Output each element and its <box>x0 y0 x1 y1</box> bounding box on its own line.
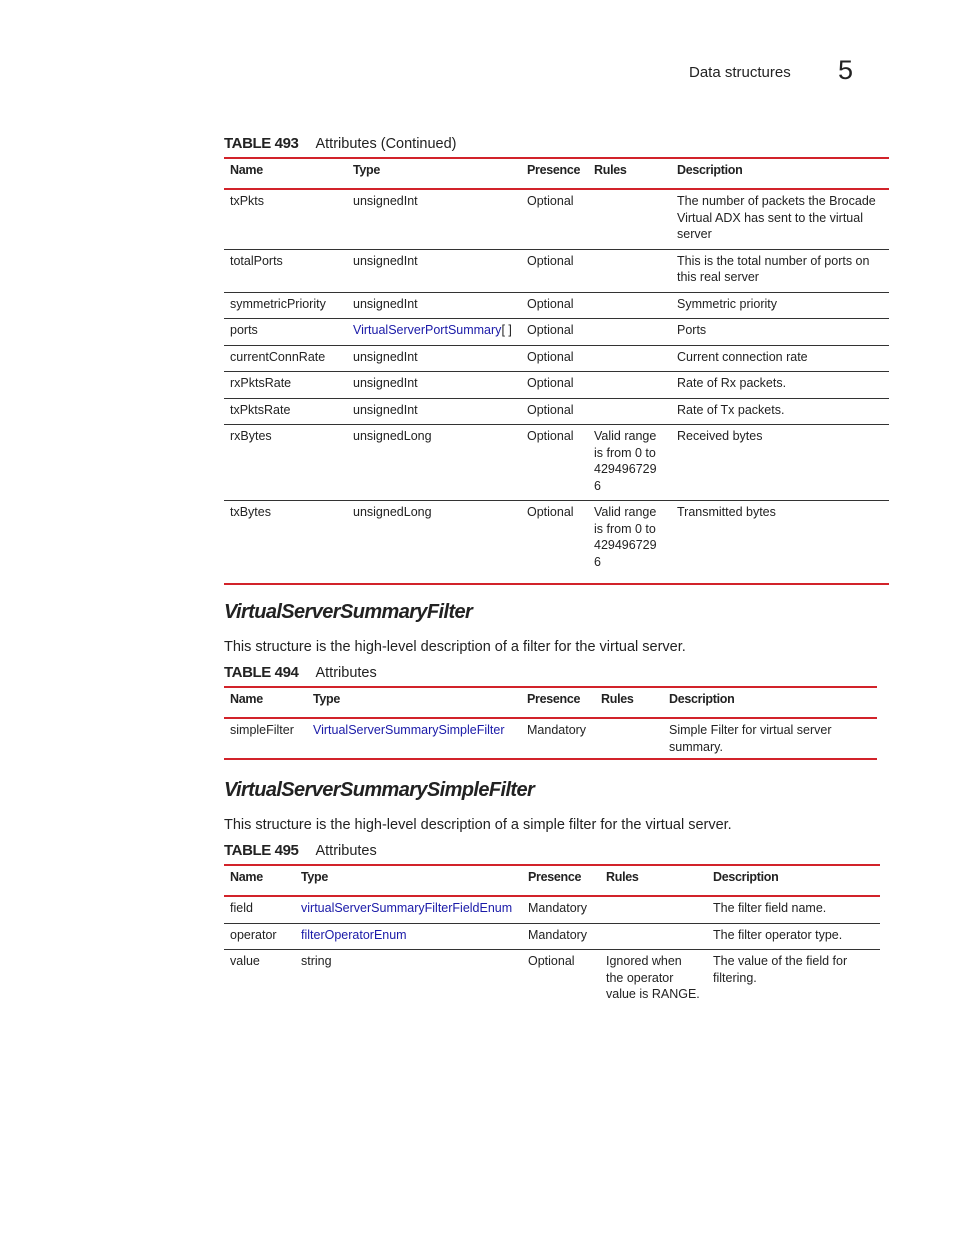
table-row <box>224 501 889 577</box>
cell-rules: Valid range is from 0 to 429496729 6 <box>588 425 671 501</box>
cell-presence: Mandatory <box>522 923 600 950</box>
cell-name: currentConnRate <box>224 345 347 372</box>
cell-presence: Optional <box>521 372 588 399</box>
type-link[interactable]: filterOperatorEnum <box>301 927 407 942</box>
cell-type <box>347 425 521 501</box>
cell-rules <box>600 923 707 950</box>
type-text: unsignedLong <box>353 505 432 519</box>
table-row <box>224 718 877 761</box>
table-494 <box>224 686 877 761</box>
cell-description: The filter operator type. <box>707 923 880 950</box>
cell-rules: Valid range is from 0 to 429496729 6 <box>594 505 657 569</box>
column-header-type: Type <box>347 158 521 189</box>
column-header-presence: Presence <box>522 865 600 896</box>
type-text: unsignedInt <box>353 253 418 268</box>
table-row <box>224 425 889 501</box>
cell-rules: Ignored when the operator value is RANGE. <box>606 954 700 1001</box>
running-header-section: Data structures <box>689 64 791 81</box>
table-495-caption <box>224 842 377 859</box>
section-intro-virtualserversummaryfilter: This structure is the high-level description of a filter for the virtual server. <box>224 639 686 655</box>
cell-name: txPkts <box>224 189 347 249</box>
table-row <box>224 923 880 950</box>
cell-rules <box>595 718 663 761</box>
cell-name: rxBytes <box>224 425 347 501</box>
cell-rules <box>588 345 671 372</box>
table-row <box>224 950 880 1009</box>
table-row <box>224 896 880 923</box>
cell-type <box>347 292 521 319</box>
cell-description: Transmitted bytes <box>677 505 776 519</box>
type-text: unsignedInt <box>353 402 418 417</box>
cell-rules <box>588 319 671 346</box>
column-header-rules: Rules <box>595 687 663 718</box>
cell-presence: Optional <box>521 189 588 249</box>
table-row <box>224 189 889 249</box>
cell-rules <box>588 249 671 292</box>
cell-description: Simple Filter for virtual server summary. <box>669 723 832 754</box>
cell-presence: Optional <box>521 319 588 346</box>
column-header-type: Type <box>295 865 522 896</box>
cell-presence: Optional <box>521 398 588 425</box>
cell-presence: Mandatory <box>522 896 600 923</box>
table-494-caption <box>224 664 377 681</box>
cell-name: txBytes <box>230 505 271 519</box>
table-494-label: TABLE 494 <box>224 664 299 681</box>
cell-type <box>347 501 521 577</box>
cell-description: The value of the field for filtering. <box>713 954 848 985</box>
cell-description: The number of packets the Brocade Virtual ADX has sent to the virtual server <box>671 189 889 249</box>
cell-type <box>347 189 521 249</box>
type-text: unsignedLong <box>353 429 432 443</box>
cell-presence: Mandatory <box>527 723 587 737</box>
cell-name: symmetricPriority <box>224 292 347 319</box>
column-header-presence: Presence <box>521 158 588 189</box>
cell-type <box>295 923 522 950</box>
cell-type <box>347 398 521 425</box>
table-493-continued: (Continued) <box>380 136 457 152</box>
cell-name: rxPktsRate <box>224 372 347 399</box>
column-header-description: Description <box>671 158 889 189</box>
cell-name: ports <box>224 319 347 346</box>
cell-description: Symmetric priority <box>671 292 889 319</box>
cell-name: value <box>230 954 260 968</box>
column-header-name: Name <box>224 865 295 896</box>
column-header-presence: Presence <box>521 687 595 718</box>
table-493-title: Attributes <box>315 136 377 152</box>
section-intro-virtualserversummarysimplefilter: This structure is the high-level description of a simple filter for the virtual server. <box>224 817 732 833</box>
type-link[interactable]: VirtualServerSummarySimpleFilter <box>313 723 505 737</box>
type-text: unsignedInt <box>353 194 418 208</box>
column-header-type: Type <box>307 687 521 718</box>
column-header-description: Description <box>707 865 880 896</box>
cell-description: Received bytes <box>671 425 889 501</box>
table-row <box>224 292 889 319</box>
cell-description: Ports <box>671 319 889 346</box>
cell-presence: Optional <box>521 345 588 372</box>
cell-name: field <box>224 896 295 923</box>
table-row <box>224 398 889 425</box>
table-row <box>224 319 889 346</box>
cell-presence: Optional <box>521 249 588 292</box>
table-495-label: TABLE 495 <box>224 842 299 859</box>
table-493-caption <box>224 135 457 152</box>
cell-type <box>307 718 521 761</box>
type-text: unsignedInt <box>353 376 418 390</box>
table-row <box>224 345 889 372</box>
cell-description: The filter field name. <box>707 896 880 923</box>
cell-type <box>295 896 522 923</box>
cell-description: Current connection rate <box>671 345 889 372</box>
column-header-rules: Rules <box>588 158 671 189</box>
column-header-name: Name <box>224 687 307 718</box>
type-text: unsignedInt <box>353 296 418 311</box>
cell-type <box>347 345 521 372</box>
cell-description: This is the total number of ports on this real server <box>671 249 889 292</box>
cell-type <box>347 249 521 292</box>
cell-rules <box>588 189 671 249</box>
table-494-bottom-rule <box>224 758 877 760</box>
cell-rules <box>588 372 671 399</box>
table-header-row <box>224 865 880 896</box>
cell-rules <box>600 896 707 923</box>
column-header-name: Name <box>224 158 347 189</box>
table-row <box>224 372 889 399</box>
cell-name: totalPorts <box>224 249 347 292</box>
cell-presence: Optional <box>528 954 575 968</box>
column-header-description: Description <box>663 687 877 718</box>
cell-rules <box>588 292 671 319</box>
cell-rules <box>588 398 671 425</box>
table-493-label: TABLE 493 <box>224 135 299 152</box>
cell-name: txPktsRate <box>224 398 347 425</box>
cell-description: Rate of Tx packets. <box>671 398 889 425</box>
cell-name: operator <box>224 923 295 950</box>
section-heading-virtualserversummarysimplefilter: VirtualServerSummarySimpleFilter <box>224 779 535 801</box>
table-495 <box>224 864 880 1009</box>
cell-presence: Optional <box>527 505 574 519</box>
cell-type <box>295 950 522 1009</box>
column-header-rules: Rules <box>600 865 707 896</box>
table-493-bottom-rule <box>224 583 889 585</box>
cell-name: simpleFilter <box>230 723 294 737</box>
table-494-title: Attributes <box>315 665 377 681</box>
cell-description: Rate of Rx packets. <box>671 372 889 399</box>
cell-presence: Optional <box>521 292 588 319</box>
table-header-row <box>224 687 877 718</box>
type-text: unsignedInt <box>353 349 418 364</box>
type-link[interactable]: VirtualServerPortSummary <box>353 323 502 337</box>
type-suffix: [ ] <box>501 323 512 337</box>
table-493 <box>224 157 889 576</box>
cell-type <box>347 319 521 346</box>
table-495-title: Attributes <box>315 843 377 859</box>
table-header-row <box>224 158 889 189</box>
type-text: string <box>301 954 332 968</box>
chapter-number: 5 <box>838 55 854 85</box>
table-row <box>224 249 889 292</box>
type-link[interactable]: virtualServerSummaryFilterFieldEnum <box>301 901 513 915</box>
cell-presence: Optional <box>521 425 588 501</box>
section-heading-virtualserversummaryfilter: VirtualServerSummaryFilter <box>224 601 473 623</box>
cell-type <box>347 372 521 399</box>
